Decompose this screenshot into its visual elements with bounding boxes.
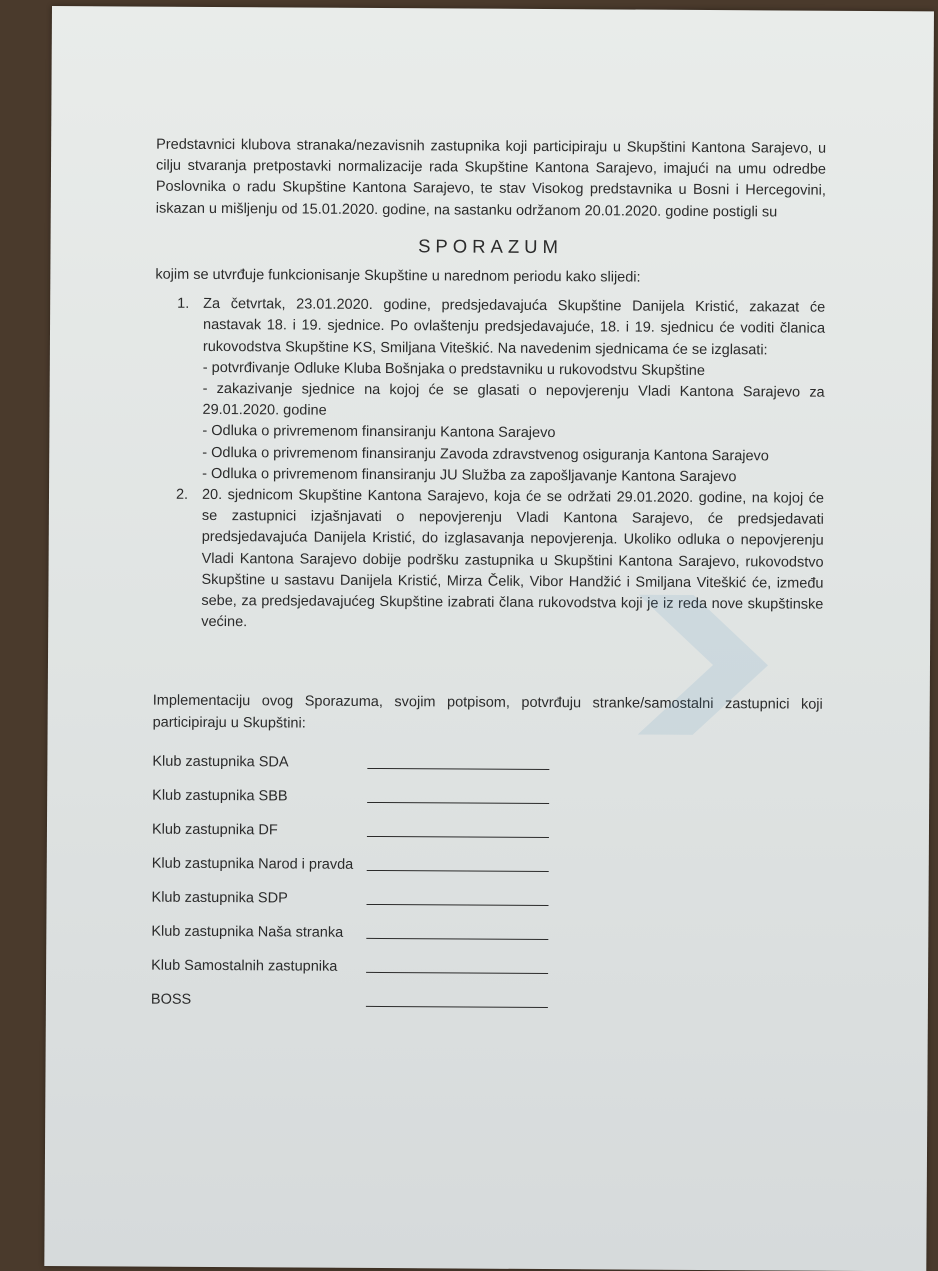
- signature-row: [151, 921, 821, 959]
- point-number: 2.: [175, 486, 189, 503]
- list-item: - Odluka o privremenom finansiranju JU Služba za zapošljavanje Kantona Sarajevo: [202, 465, 737, 486]
- list-item: - potvrđivanje Odluke Kluba Bošnjaka o predstavniku u rukovodstvu Skupštine: [202, 359, 705, 379]
- signature-row: [152, 752, 822, 790]
- signatory-label: Klub zastupnika SDP: [151, 889, 288, 907]
- signatory-label: Klub zastupnika DF: [151, 821, 278, 839]
- document-page: [44, 6, 934, 1271]
- signature-line: [367, 836, 549, 838]
- signatory-label: Klub zastupnika Naša stranka: [151, 923, 344, 941]
- signature-row: [151, 955, 821, 993]
- signature-line: [366, 1006, 548, 1008]
- signature-line: [367, 802, 549, 804]
- signature-line: [367, 904, 549, 906]
- signature-row: [151, 989, 821, 1027]
- list-item: - Odluka o privremenom finansiranju Zavoda zdravstvenog osiguranja Kantona Sarajevo: [202, 444, 769, 465]
- document-subtitle: kojim se utvrđuje funkcionisanje Skupštine u narednom periodu kako slijedi:: [155, 266, 641, 286]
- point-text: Za četvrtak, 23.01.2020. godine, predsjedavajuća Skupštine Danijela Kristić, zakazat će nastavak 18. i 19. sjednice. Po ovlaštenju predsjedavajuće, 18. i 19. sjednicu će voditi članica rukovodstva Skupštine KS, Smiljana Viteškić. Na navedenim sjednicama će se izglasati:: [202, 296, 826, 359]
- point-number: 1.: [177, 295, 190, 313]
- signature-row: [151, 887, 821, 925]
- point-items: [202, 358, 825, 489]
- signature-line: [367, 768, 549, 770]
- signatory-label: Klub zastupnika Narod i pravda: [151, 855, 354, 873]
- signatory-label: Klub Samostalnih zastupnika: [151, 957, 338, 975]
- signature-line: [367, 870, 549, 872]
- signature-row: [152, 820, 822, 858]
- signature-row: [152, 786, 822, 824]
- signature-line: [366, 938, 548, 940]
- signature-row: [152, 854, 822, 892]
- list-item: - zakazivanje sjednice na kojoj će se glasati o nepovjerenju Vladi Kantona Sarajevo za 29.01.2020. godine: [202, 380, 825, 419]
- list-item: - Odluka o privremenom finansiranju Kantona Sarajevo: [202, 423, 556, 442]
- implementation-paragraph: Implementaciju ovog Sporazuma, svojim potpisom, potvrđuju stranke/samostalni zastupnici koji participiraju u Skupštini:: [152, 693, 823, 732]
- agreement-point-1: [154, 294, 825, 489]
- agreement-points: [153, 294, 825, 637]
- signatory-label: Klub zastupnika SDA: [152, 753, 289, 771]
- signature-block: [151, 752, 823, 1028]
- signatory-label: BOSS: [150, 991, 192, 1008]
- document-body: [151, 135, 826, 1028]
- signature-line: [366, 972, 548, 974]
- document-title: SPORAZUM: [418, 235, 564, 257]
- watermark-chevron-icon: [638, 595, 769, 736]
- signatory-label: Klub zastupnika SBB: [152, 787, 288, 805]
- intro-paragraph: Predstavnici klubova stranaka/nezavisnih zastupnika koji participiraju u Skupštini Kantona Sarajevo, u cilju stvaranja pretpostavki normalizacije rada Skupštine Kantona Sarajevo, imajući na umu odredbe Poslovnika o radu Skupštine Kantona Sarajevo, te stav Visokog predstavnika u Bosni i Hercegovini, iskazan u mišljenju od 15.01.2020. godine, na sastanku održanom 20.01.2020. godine postigli su: [155, 136, 827, 221]
- point-text: 20. sjednicom Skupštine Kantona Sarajevo, koja će se održati 29.01.2020. godine, na kojoj će se zastupnici izjašnjavati o nepovjerenju Vladi Kantona Sarajevo, će predsjedavati predsjedavajuća Danijela Kristić, do izglasavanja nepovjerenja. Ukoliko odluka o nepovjerenju Vladi Kantona Sarajevo dobije podršku zastupnika u Skupštini Kantona Sarajevo, rukovodstvo Skupštine u sastavu Danijela Kristić, Mirza Čelik, Vibor Handžić i Smiljana Viteškić će, između sebe, za predsjedavajućeg Skupštine izabrati člana rukovodstva koji je iz reda nove skupštinske većine.: [201, 486, 825, 631]
